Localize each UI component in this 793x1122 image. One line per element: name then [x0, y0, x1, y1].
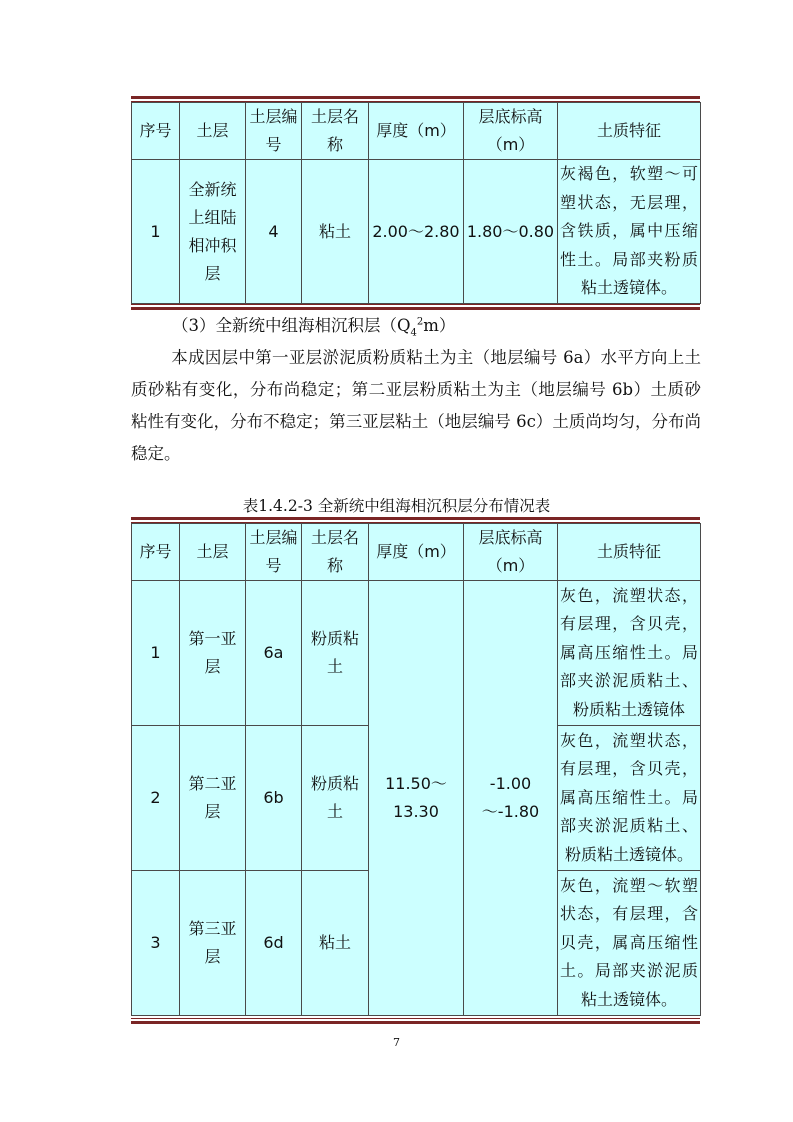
header-layer: 土层	[180, 103, 246, 160]
header-no: 序号	[132, 103, 180, 160]
table1-header-row	[132, 103, 701, 160]
header-no: 序号	[132, 524, 180, 581]
cell-thickness-merged: 11.50～13.30	[369, 581, 464, 1016]
heading-text: （3）全新统中组海相沉积层（Q	[172, 316, 411, 335]
feature-text-last: 粘土透镜体。	[580, 278, 677, 298]
header-name: 土层名称	[302, 524, 369, 581]
heading-subscript: 4	[410, 327, 417, 339]
heading-superscript: 2	[416, 316, 424, 328]
feature-text-last: 粘土透镜体。	[580, 989, 677, 1009]
cell-bottom: 1.80～0.80	[464, 160, 558, 304]
header-layer: 土层	[180, 524, 246, 581]
cell-feature	[558, 160, 701, 304]
feature-text: 灰色，流塑状态，有层理，含贝壳，属高压缩性土。局部夹淤泥质粘土、	[560, 585, 698, 691]
table1-bottom-rule-thin	[131, 304, 700, 305]
header-name: 土层名称	[302, 103, 369, 160]
cell-layer: 第二亚层	[180, 726, 246, 871]
header-bottom: 层底标高（m）	[464, 103, 558, 160]
table-row	[132, 160, 701, 304]
cell-no: 2	[132, 726, 180, 871]
cell-layer: 全新统上组陆相冲积层	[180, 160, 246, 304]
table1-top-rule	[131, 96, 700, 99]
section-heading	[172, 312, 455, 338]
header-feature: 土质特征	[558, 103, 701, 160]
header-thickness: 厚度（m）	[369, 524, 464, 581]
feature-text: 灰色，流塑状态，有层理，含贝壳，属高压缩性土。局部夹淤泥质粘土、	[560, 730, 698, 836]
table2-header-row	[132, 524, 701, 581]
cell-layer: 第一亚层	[180, 581, 246, 726]
header-bottom: 层底标高（m）	[464, 524, 558, 581]
table2-caption: 表1.4.2-3 全新统中组海相沉积层分布情况表	[242, 497, 551, 515]
feature-text: 灰褐色，软塑～可塑状态，无层理，含铁质，属中压缩性土。局部夹粉质	[560, 164, 698, 269]
cell-feature	[558, 581, 701, 726]
cell-name: 粉质粘土	[302, 726, 369, 871]
cell-no: 1	[132, 581, 180, 726]
feature-text: 灰色，流塑～软塑状态，有层理，含贝壳，属高压缩性土。局部夹淤泥质	[560, 875, 698, 981]
header-code: 土层编号	[246, 103, 302, 160]
cell-name: 粉质粘土	[302, 581, 369, 726]
cell-code: 4	[246, 160, 302, 304]
feature-text-last: 粉质粘土透镜体。	[564, 844, 693, 864]
feature-text-last: 粉质粘土透镜体	[572, 699, 685, 719]
cell-name: 粘土	[302, 871, 369, 1016]
table1-soil-layers	[131, 102, 701, 304]
header-code: 土层编号	[246, 524, 302, 581]
cell-name: 粘土	[302, 160, 369, 304]
cell-thickness: 2.00～2.80	[369, 160, 464, 304]
section-paragraph	[131, 342, 701, 470]
header-thickness: 厚度（m）	[369, 103, 464, 160]
cell-code: 6a	[246, 581, 302, 726]
cell-no: 1	[132, 160, 180, 304]
table2-bottom-rule-thin	[131, 1018, 700, 1019]
table2-top-rule	[131, 517, 700, 520]
cell-bottom-merged: -1.00～-1.80	[464, 581, 558, 1016]
table2-soil-layers	[131, 523, 701, 1016]
table1-bottom-rule	[131, 307, 700, 310]
cell-feature	[558, 871, 701, 1016]
table-row	[132, 581, 701, 726]
paragraph-text: 本成因层中第一亚层淤泥质粉质粘土为主（地层编号 6a）水平方向上土质砂粘有变化，分布尚稳定；第二亚层粉质粘土为主（地层编号 6b）土质砂粘性有变化，分布不稳定；第三亚层粘土（地层编号 6c）土质尚均匀，分布尚稳定。	[131, 348, 701, 463]
cell-code: 6b	[246, 726, 302, 871]
page-number: 7	[393, 1036, 400, 1049]
cell-no: 3	[132, 871, 180, 1016]
header-feature: 土质特征	[558, 524, 701, 581]
table2-bottom-rule	[131, 1021, 700, 1024]
cell-code: 6d	[246, 871, 302, 1016]
heading-end: m）	[423, 316, 456, 335]
cell-layer: 第三亚层	[180, 871, 246, 1016]
cell-feature	[558, 726, 701, 871]
